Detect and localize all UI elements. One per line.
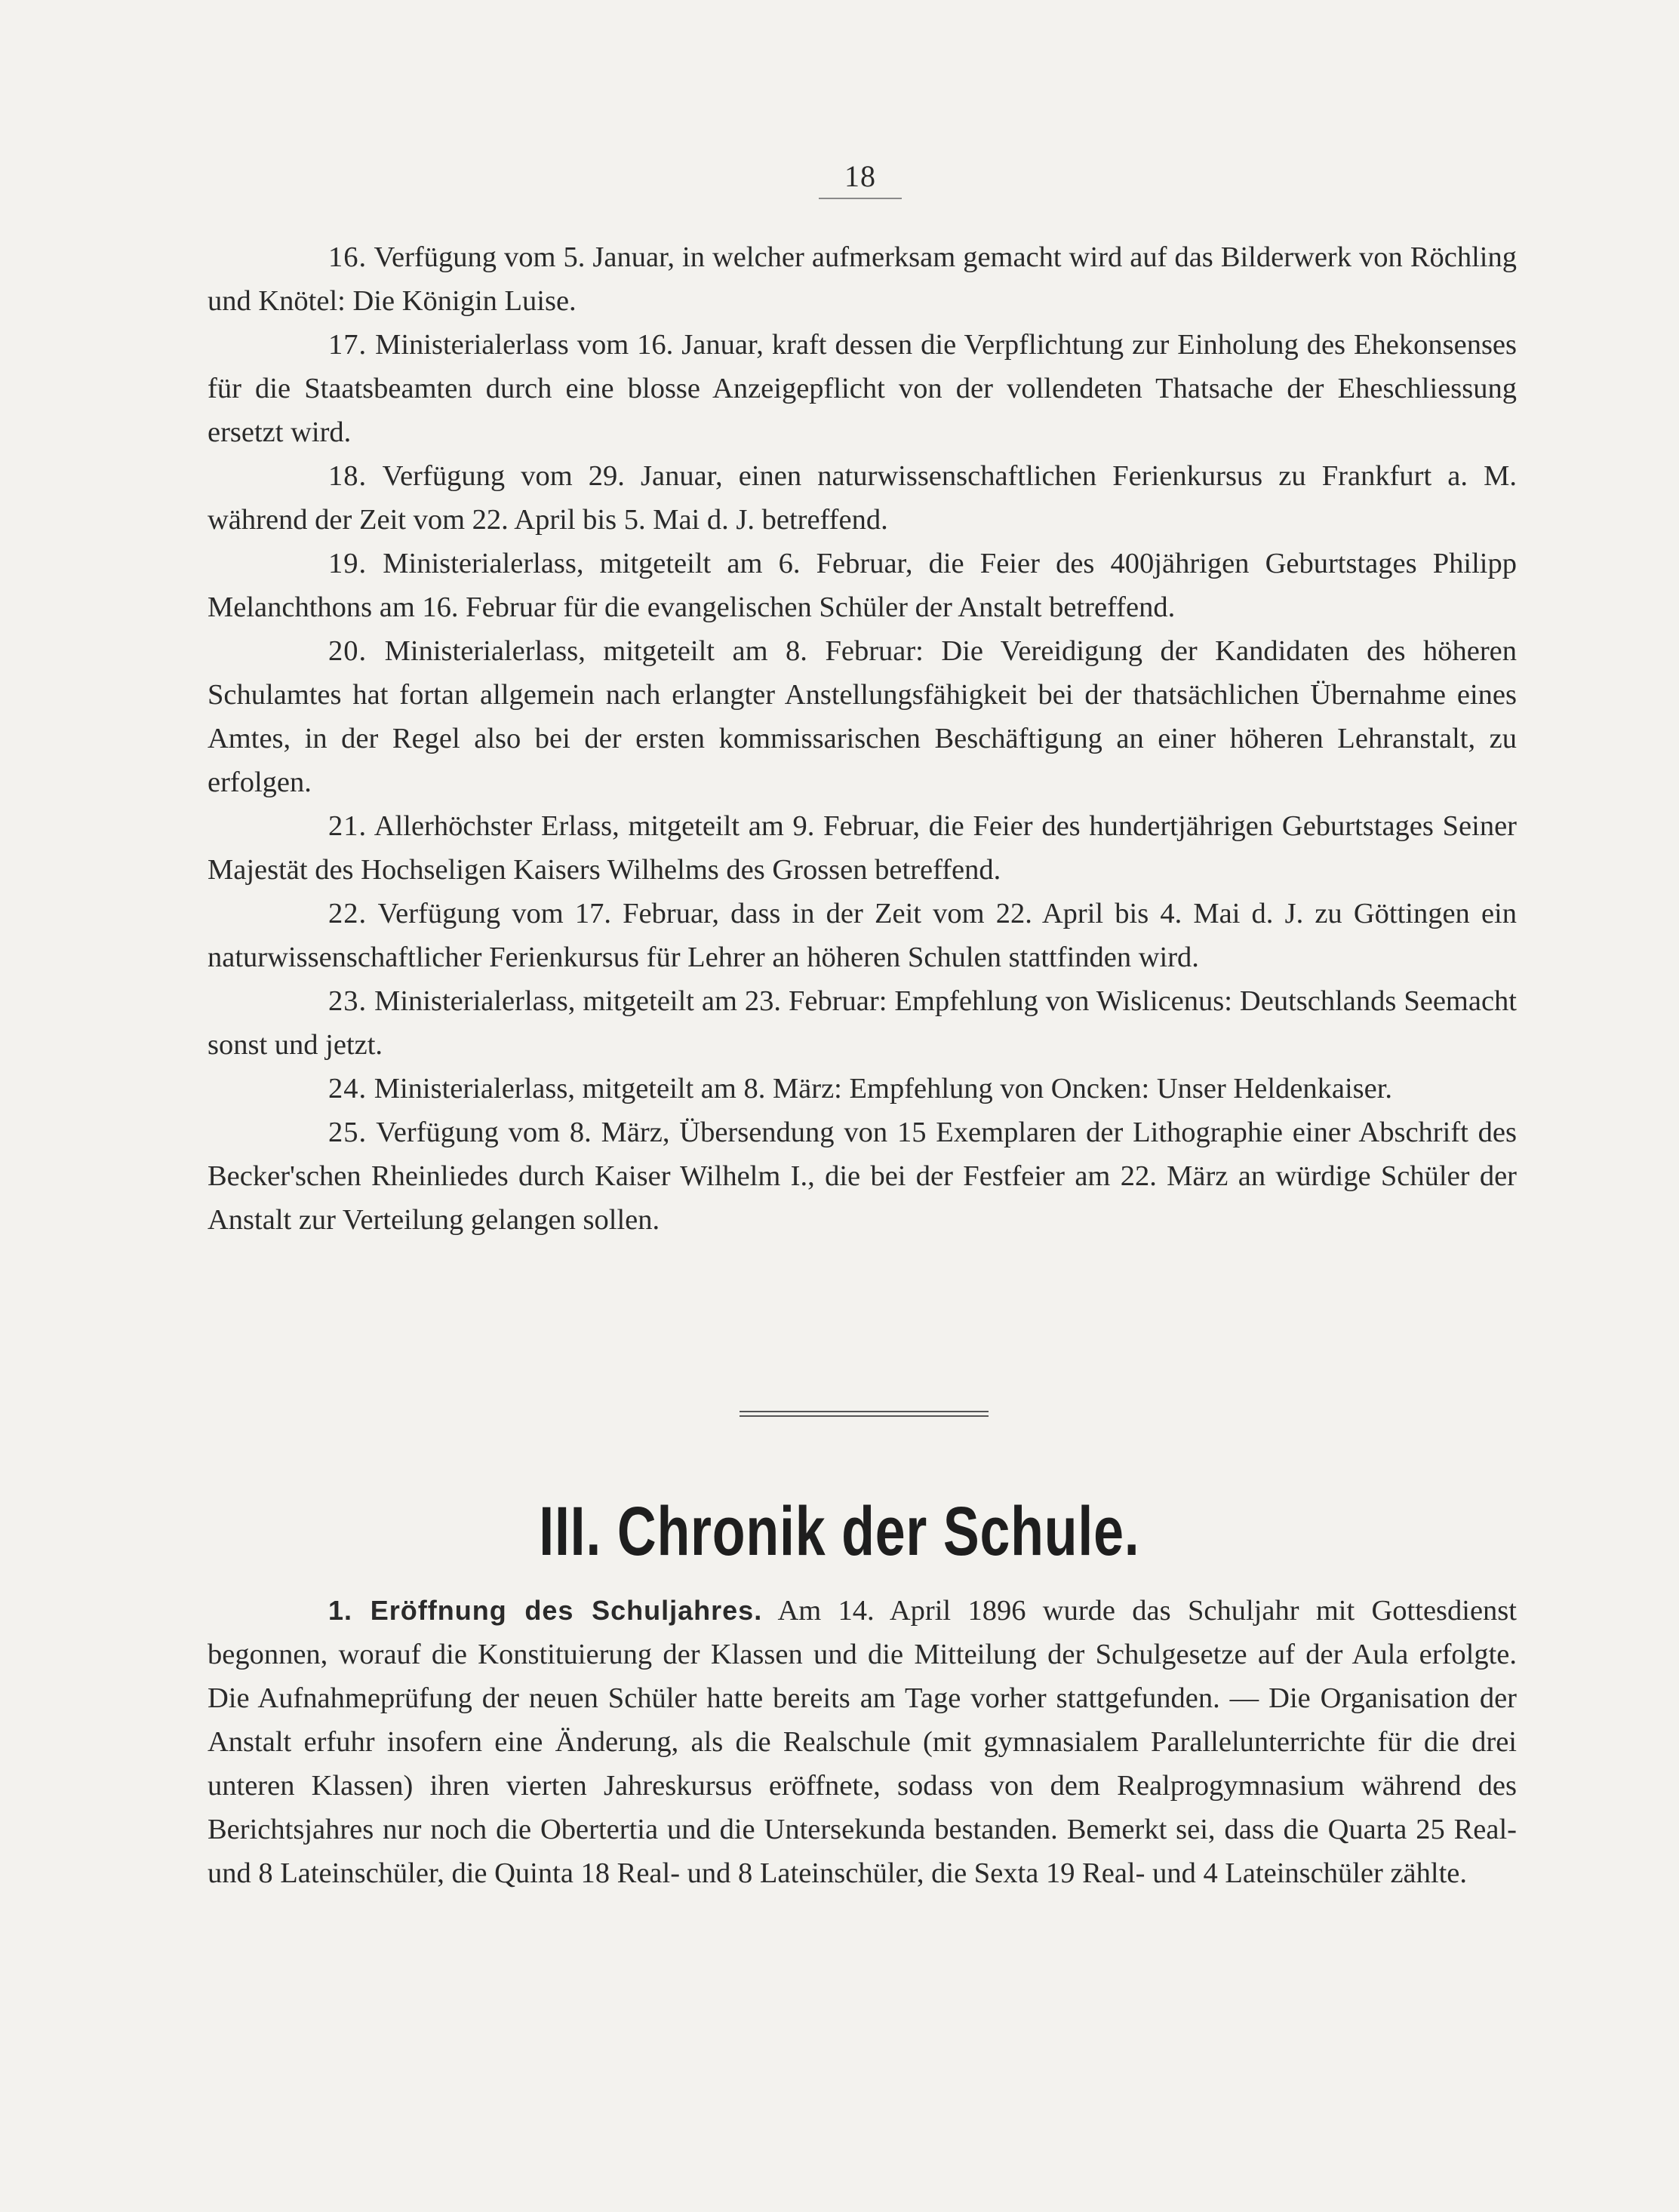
entry-number: 20. (328, 635, 367, 667)
section-subheading: 1. Eröffnung des Schuljahres. (328, 1595, 763, 1626)
entry-number: 24. (328, 1073, 367, 1104)
entry-number: 19. (328, 548, 367, 579)
decree-entry-19 (208, 542, 1517, 629)
entry-text: Verfügung vom 5. Januar, in welcher aufmerksam gemacht wird auf das Bilderwerk von Röchling und Knötel: Die Königin Luise. (208, 241, 1517, 317)
decree-entry-24 (208, 1067, 1517, 1111)
section-paragraph-text: Am 14. April 1896 wurde das Schuljahr mit Gottesdienst begonnen, worauf die Konstituierung der Klassen und die Mitteilung der Schulgesetze auf der Aula erfolgte. Die Aufnahmeprüfung der neuen Schüler hatte bereits am Tage vorher stattgefunden. — Die Organisation der Anstalt erfuhr insofern eine Änderung, als die Realschule (mit gymnasialem Parallelunterrichte für die drei unteren Klassen) ihren vierten Jahreskursus eröffnete, sodass von dem Realprogymnasium während des Berichtsjahres nur noch die Obertertia und die Untersekunda bestanden. Bemerkt sei, dass die Quarta 25 Real- und 8 Lateinschüler, die Quinta 18 Real- und 8 Lateinschüler, die Sexta 19 Real- und 4 Lateinschüler zählte. (208, 1595, 1517, 1889)
entry-number: 23. (328, 985, 367, 1017)
section-heading: III. Chronik der Schule. (539, 1493, 1140, 1570)
entry-text: Ministerialerlass vom 16. Januar, kraft dessen die Verpflichtung zur Einholung des Ehekonsenses für die Staatsbeamten durch eine blosse Anzeigepflicht von der vollendeten Thatsache der Eheschliessung ersetzt wird. (208, 329, 1517, 448)
entry-text: Ministerialerlass, mitgeteilt am 8. März: Empfehlung von Oncken: Unser Heldenkaiser. (374, 1073, 1393, 1104)
page-number-rule (819, 198, 902, 199)
section-body (208, 1589, 1517, 1895)
page-number: 18 (844, 159, 876, 193)
decree-list (208, 235, 1517, 1242)
decree-entry-21 (208, 804, 1517, 892)
entry-number: 16. (328, 241, 367, 273)
entry-number: 22. (328, 898, 367, 929)
decree-entry-20 (208, 629, 1517, 804)
entry-number: 18. (328, 460, 367, 492)
decree-entry-23 (208, 979, 1517, 1067)
entry-text: Verfügung vom 17. Februar, dass in der Zeit vom 22. April bis 4. Mai d. J. zu Göttingen ein naturwissenschaftlicher Ferienkursus für Lehrer an höheren Schulen stattfinden wird. (208, 898, 1517, 973)
entry-text: Allerhöchster Erlass, mitgeteilt am 9. Februar, die Feier des hundertjährigen Geburtstages Seiner Majestät des Hochseligen Kaisers Wilhelms des Grossen betreffend. (208, 810, 1517, 886)
decree-entry-22 (208, 892, 1517, 979)
decree-entry-17 (208, 323, 1517, 454)
section-paragraph (208, 1589, 1517, 1895)
entry-number: 25. (328, 1117, 367, 1148)
entry-text: Verfügung vom 8. März, Übersendung von 15 Exemplaren der Lithographie einer Abschrift des Becker'schen Rheinliedes durch Kaiser Wilhelm I., die bei der Festfeier am 22. März an würdige Schüler der Anstalt zur Verteilung gelangen sollen. (208, 1117, 1517, 1236)
decree-entry-25 (208, 1111, 1517, 1242)
entry-text: Verfügung vom 29. Januar, einen naturwissenschaftlichen Ferienkursus zu Frankfurt a. M. während der Zeit vom 22. April bis 5. Mai d. J. betreffend. (208, 460, 1517, 536)
decree-entry-18 (208, 454, 1517, 542)
entry-text: Ministerialerlass, mitgeteilt am 23. Februar: Empfehlung von Wislicenus: Deutschlands Seemacht sonst und jetzt. (208, 985, 1517, 1061)
entry-number: 17. (328, 329, 367, 361)
entry-text: Ministerialerlass, mitgeteilt am 6. Februar, die Feier des 400jährigen Geburtstages Philipp Melanchthons am 16. Februar für die evangelischen Schüler der Anstalt betreffend. (208, 548, 1518, 623)
entry-text: Ministerialerlass, mitgeteilt am 8. Februar: Die Vereidigung der Kandidaten des höheren Schulamtes hat fortan allgemein nach erlangter Anstellungsfähigkeit bei der thatsächlichen Übernahme eines Amtes, in der Regel also bei der ersten kommissarischen Beschäftigung an einer höheren Lehranstalt, zu erfolgen. (208, 635, 1518, 798)
section-divider (740, 1411, 989, 1417)
entry-number: 21. (328, 810, 367, 842)
decree-entry-16 (208, 235, 1517, 323)
